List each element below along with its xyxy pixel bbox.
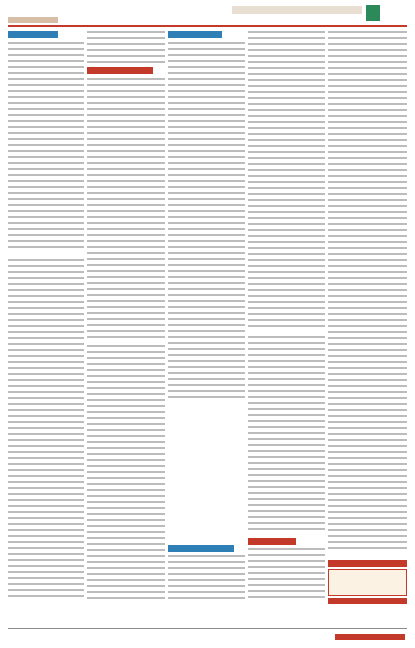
notice-box	[328, 569, 407, 596]
column-1	[8, 31, 84, 601]
section-header	[168, 31, 222, 38]
text-block	[168, 42, 245, 402]
page-number-badge	[366, 5, 380, 21]
text-block	[328, 31, 407, 551]
text-block	[248, 548, 325, 599]
section-header	[87, 67, 153, 74]
text-block	[8, 42, 84, 252]
section-header	[248, 538, 296, 545]
issue-info	[232, 6, 362, 14]
text-block	[87, 78, 165, 340]
section-header	[168, 545, 234, 552]
text-block	[168, 555, 245, 599]
section-header	[8, 31, 58, 38]
text-block	[8, 259, 84, 599]
bottom-rule	[8, 628, 407, 629]
column-3	[168, 31, 245, 601]
column-4	[248, 31, 325, 601]
notice-bar	[328, 560, 407, 567]
footer-notice	[328, 560, 407, 618]
text-block	[87, 31, 165, 63]
text-block	[248, 336, 325, 531]
column-5	[328, 31, 407, 601]
text-block	[87, 345, 165, 599]
column-2	[87, 31, 165, 601]
notice-bar	[328, 598, 407, 604]
header-rule	[8, 25, 407, 27]
watermark	[335, 634, 405, 640]
text-block	[248, 31, 325, 331]
publication-name	[8, 17, 58, 23]
